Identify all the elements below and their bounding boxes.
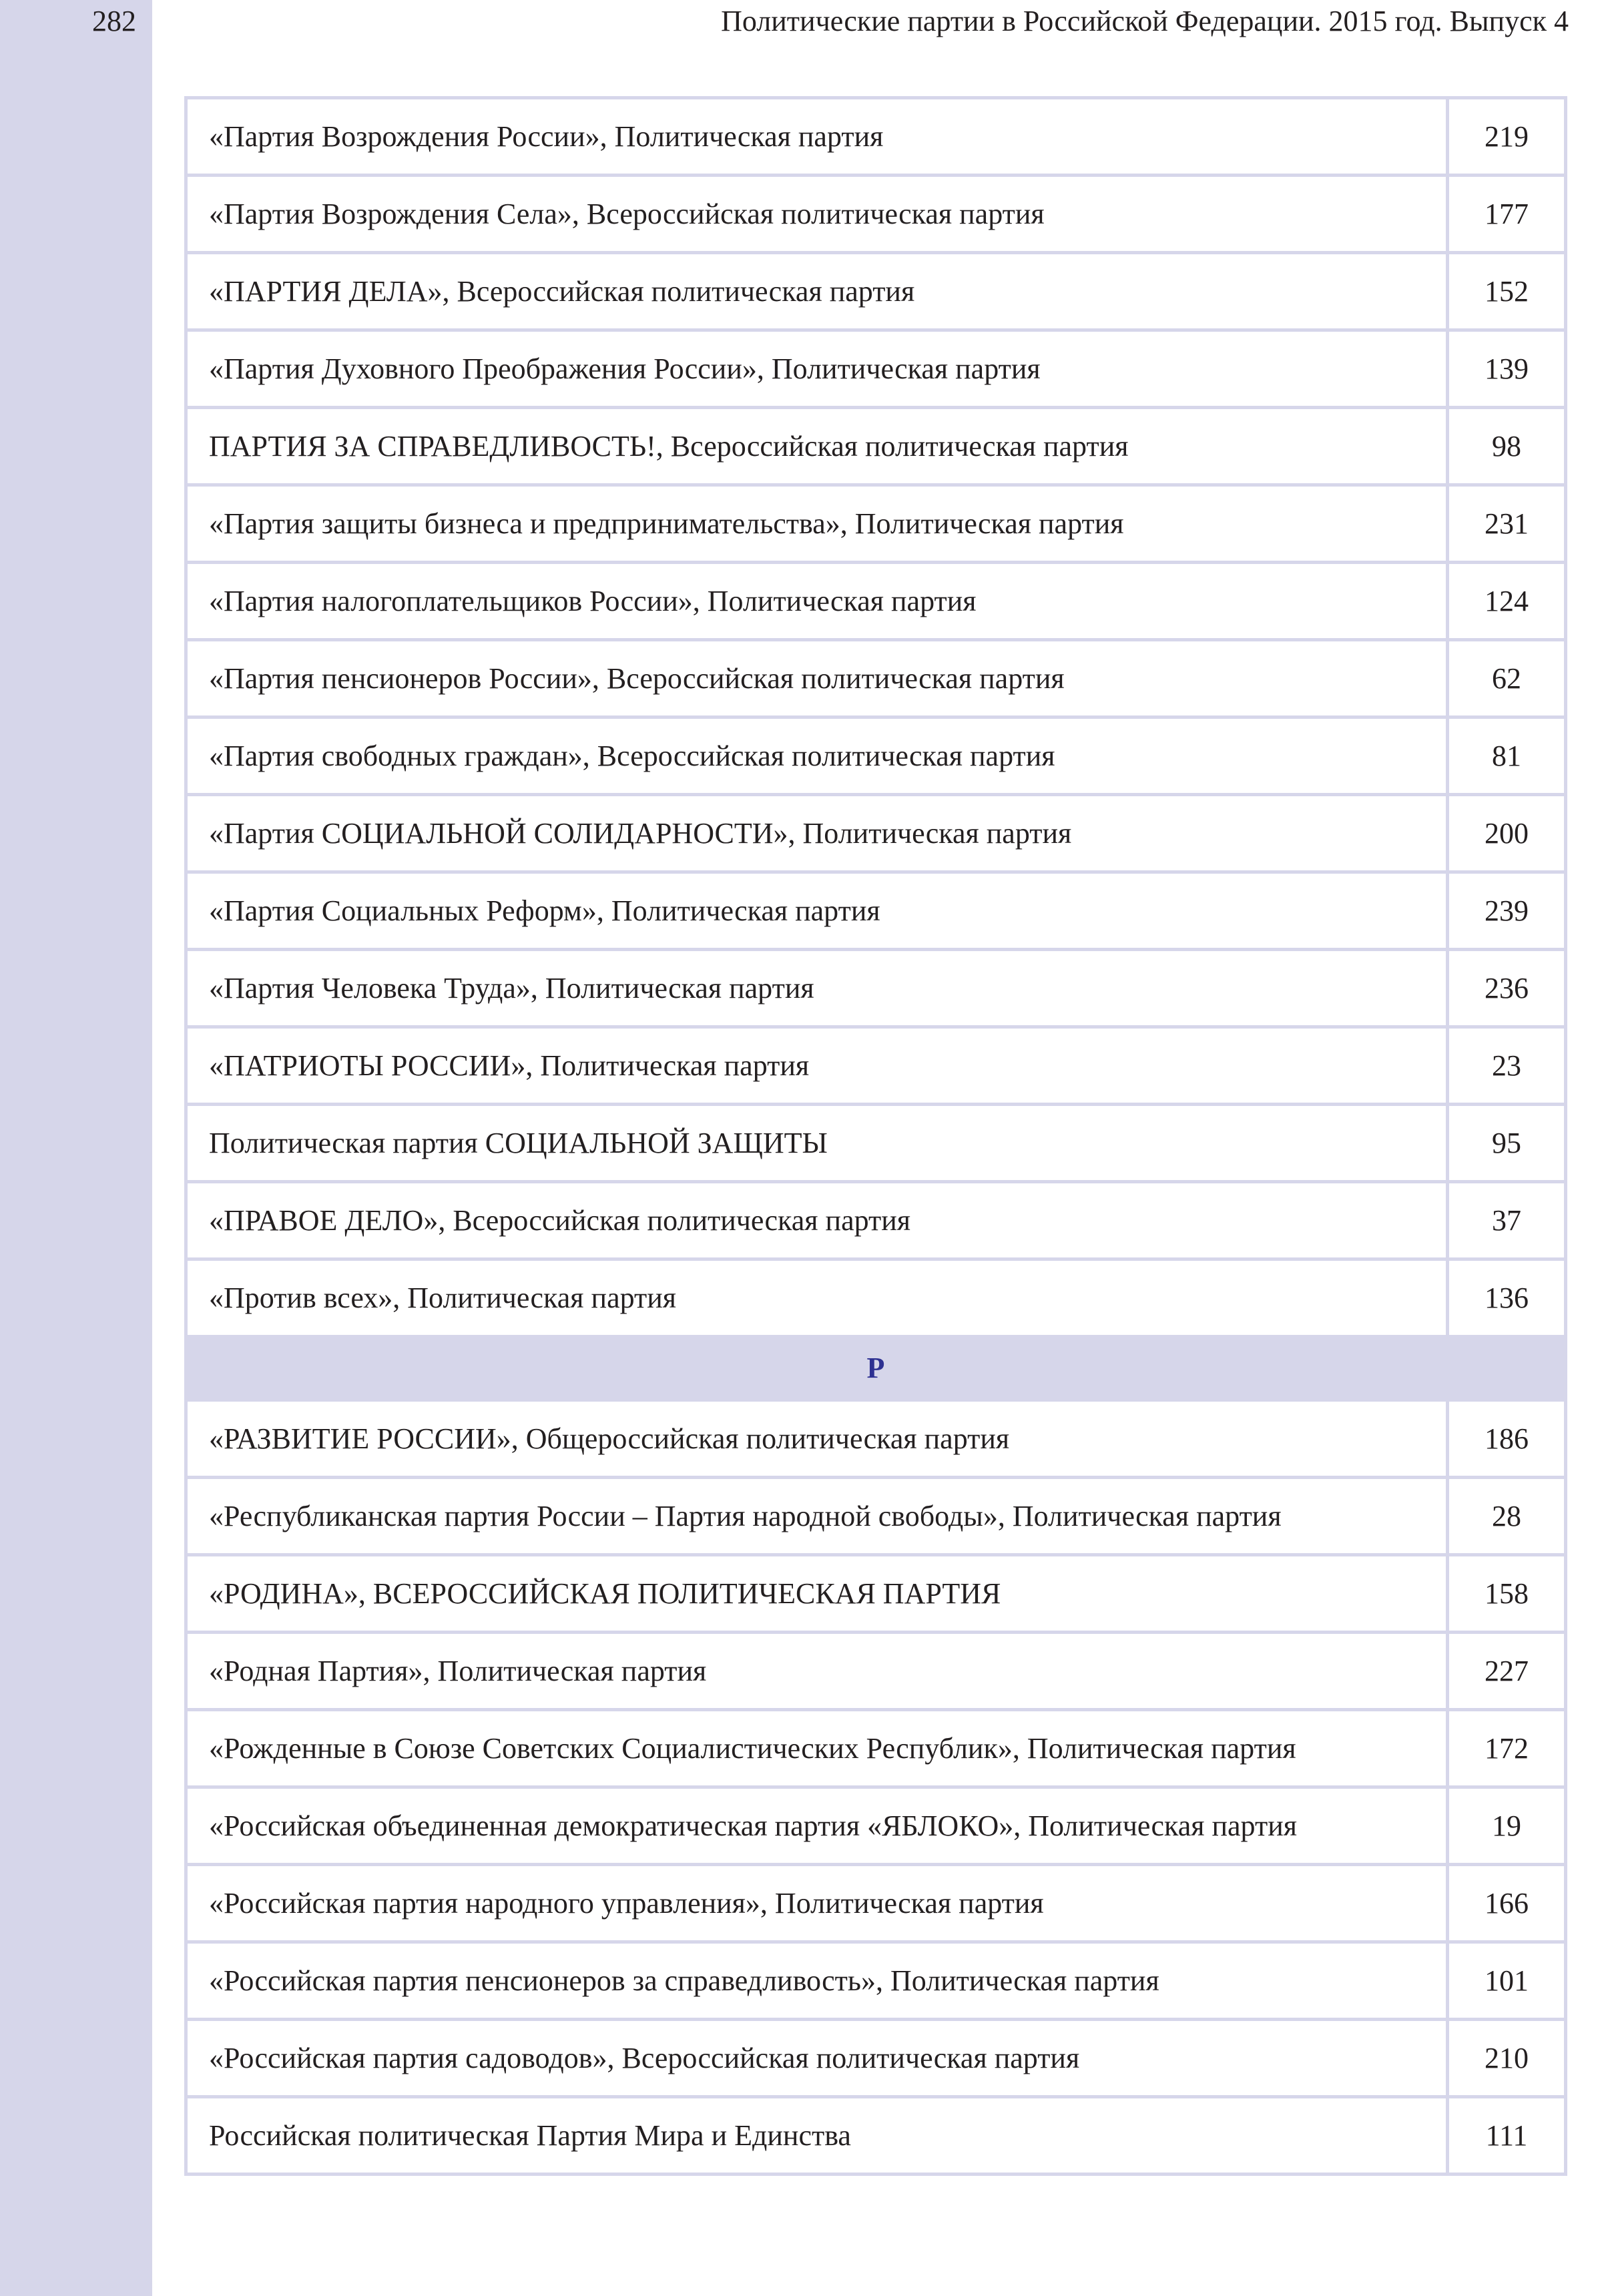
- page-ref: 111: [1448, 2097, 1566, 2175]
- table-row: [186, 1633, 1566, 1710]
- page-ref: 19: [1448, 1787, 1566, 1865]
- section-letter: Р: [186, 1337, 1566, 1400]
- page-ref: 124: [1448, 563, 1566, 640]
- table-row: [186, 1182, 1566, 1259]
- page-ref: 98: [1448, 408, 1566, 485]
- table-row: [186, 1865, 1566, 1942]
- page-ref: 23: [1448, 1027, 1566, 1105]
- page-ref: 236: [1448, 950, 1566, 1027]
- page-ref: 239: [1448, 872, 1566, 950]
- party-name: «ПАТРИОТЫ РОССИИ», Политическая партия: [186, 1027, 1448, 1105]
- page-ref: 200: [1448, 795, 1566, 872]
- running-header: Политические партии в Российской Федерации. 2015 год. Выпуск 4: [721, 5, 1569, 37]
- party-name: «РАЗВИТИЕ РОССИИ», Общероссийская политическая партия: [186, 1400, 1448, 1478]
- page-ref: 219: [1448, 98, 1566, 176]
- table-row: [186, 872, 1566, 950]
- table-row: [186, 253, 1566, 330]
- party-name: «Партия Социальных Реформ», Политическая партия: [186, 872, 1448, 950]
- table-row: [186, 408, 1566, 485]
- table-row: [186, 98, 1566, 176]
- table-row: [186, 1710, 1566, 1787]
- party-name: «Российская объединенная демократическая партия «ЯБЛОКО», Политическая партия: [186, 1787, 1448, 1865]
- index-table-body: [186, 98, 1566, 2175]
- party-name: «ПАРТИЯ ДЕЛА», Всероссийская политическая партия: [186, 253, 1448, 330]
- table-row: [186, 1478, 1566, 1555]
- page-ref: 227: [1448, 1633, 1566, 1710]
- party-name: «Российская партия садоводов», Всероссийская политическая партия: [186, 2020, 1448, 2097]
- party-name: «Партия Возрождения России», Политическая партия: [186, 98, 1448, 176]
- party-name: Российская политическая Партия Мира и Единства: [186, 2097, 1448, 2175]
- section-letter-row: [186, 1337, 1566, 1400]
- side-margin-band: [0, 0, 152, 2296]
- party-name: «Российская партия пенсионеров за справедливость», Политическая партия: [186, 1942, 1448, 2020]
- table-row: [186, 1942, 1566, 2020]
- page-ref: 158: [1448, 1555, 1566, 1633]
- page-ref: 28: [1448, 1478, 1566, 1555]
- page-ref: 95: [1448, 1105, 1566, 1182]
- page-ref: 186: [1448, 1400, 1566, 1478]
- party-name: «Родная Партия», Политическая партия: [186, 1633, 1448, 1710]
- table-row: [186, 640, 1566, 718]
- table-row: [186, 330, 1566, 408]
- party-name: «Партия защиты бизнеса и предпринимательства», Политическая партия: [186, 485, 1448, 563]
- page-ref: 62: [1448, 640, 1566, 718]
- page-ref: 37: [1448, 1182, 1566, 1259]
- page-ref: 210: [1448, 2020, 1566, 2097]
- page-ref: 177: [1448, 176, 1566, 253]
- party-name: ПАРТИЯ ЗА СПРАВЕДЛИВОСТЬ!, Всероссийская политическая партия: [186, 408, 1448, 485]
- party-name: «Партия свободных граждан», Всероссийская политическая партия: [186, 718, 1448, 795]
- page-ref: 152: [1448, 253, 1566, 330]
- party-name: «Партия Человека Труда», Политическая партия: [186, 950, 1448, 1027]
- table-row: [186, 176, 1566, 253]
- table-row: [186, 1787, 1566, 1865]
- party-name: «РОДИНА», ВСЕРОССИЙСКАЯ ПОЛИТИЧЕСКАЯ ПАРТИЯ: [186, 1555, 1448, 1633]
- table-row: [186, 1400, 1566, 1478]
- party-name: «Партия Духовного Преображения России», Политическая партия: [186, 330, 1448, 408]
- table-row: [186, 2097, 1566, 2175]
- party-name: «Партия налогоплательщиков России», Политическая партия: [186, 563, 1448, 640]
- page-ref: 136: [1448, 1259, 1566, 1337]
- party-name: «Российская партия народного управления», Политическая партия: [186, 1865, 1448, 1942]
- party-name: «Против всех», Политическая партия: [186, 1259, 1448, 1337]
- page-ref: 166: [1448, 1865, 1566, 1942]
- party-name: «Партия СОЦИАЛЬНОЙ СОЛИДАРНОСТИ», Политическая партия: [186, 795, 1448, 872]
- table-row: [186, 795, 1566, 872]
- party-name: «ПРАВОЕ ДЕЛО», Всероссийская политическая партия: [186, 1182, 1448, 1259]
- table-row: [186, 485, 1566, 563]
- table-row: [186, 1105, 1566, 1182]
- party-name: Политическая партия СОЦИАЛЬНОЙ ЗАЩИТЫ: [186, 1105, 1448, 1182]
- table-row: [186, 950, 1566, 1027]
- page-number: 282: [92, 5, 136, 37]
- page-ref: 139: [1448, 330, 1566, 408]
- party-name: «Рожденные в Союзе Советских Социалистических Республик», Политическая партия: [186, 1710, 1448, 1787]
- table-row: [186, 1555, 1566, 1633]
- table-row: [186, 2020, 1566, 2097]
- page-ref: 172: [1448, 1710, 1566, 1787]
- party-index-table: [184, 96, 1567, 2176]
- page-ref: 81: [1448, 718, 1566, 795]
- page-ref: 101: [1448, 1942, 1566, 2020]
- party-name: «Партия Возрождения Села», Всероссийская политическая партия: [186, 176, 1448, 253]
- table-row: [186, 563, 1566, 640]
- table-row: [186, 718, 1566, 795]
- table-row: [186, 1259, 1566, 1337]
- page-ref: 231: [1448, 485, 1566, 563]
- party-name: «Республиканская партия России – Партия народной свободы», Политическая партия: [186, 1478, 1448, 1555]
- party-name: «Партия пенсионеров России», Всероссийская политическая партия: [186, 640, 1448, 718]
- table-row: [186, 1027, 1566, 1105]
